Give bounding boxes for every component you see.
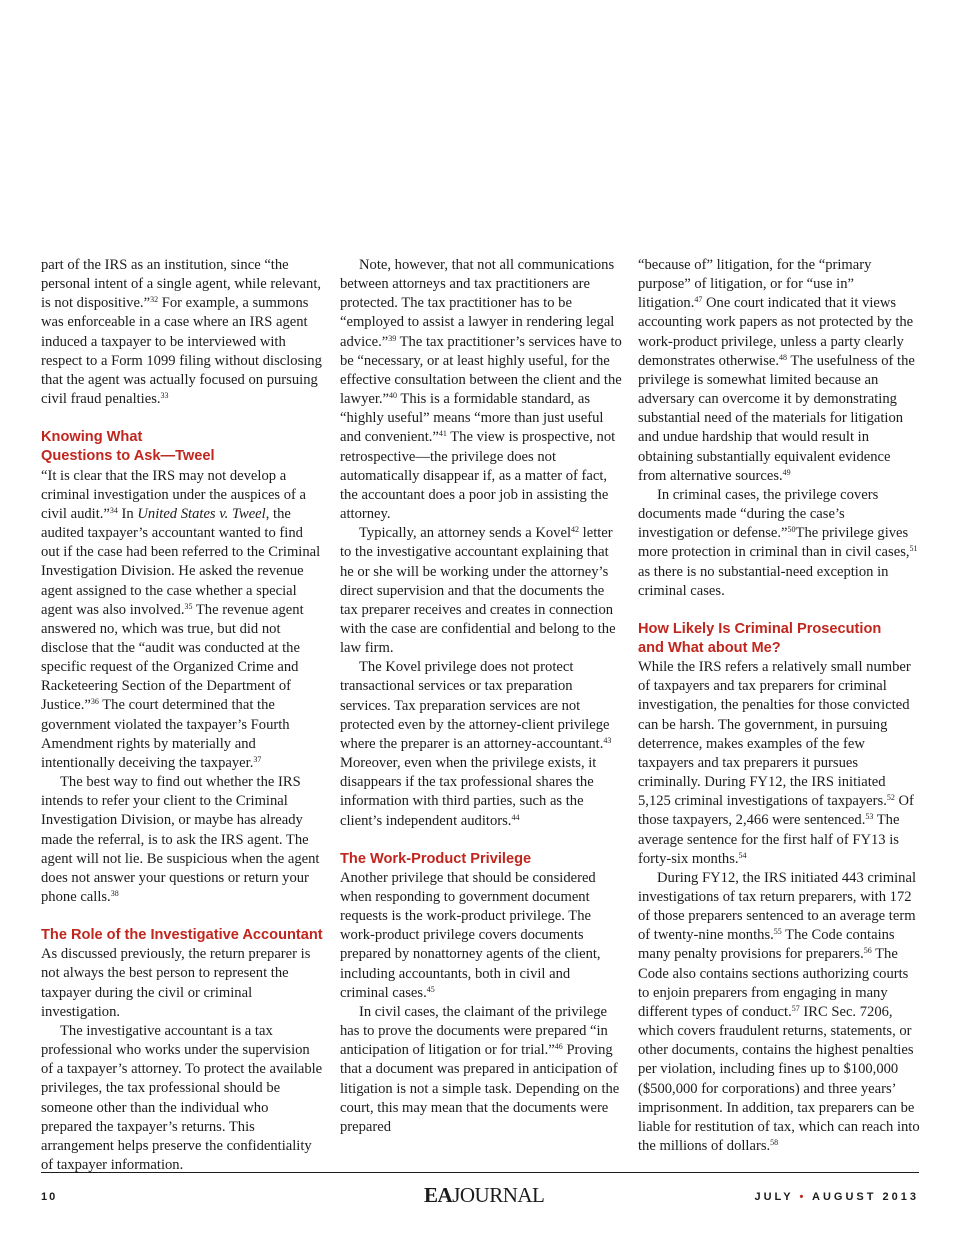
date-separator: • [799, 1191, 807, 1203]
paragraph: The Kovel privilege does not protect transactional services or tax preparation services. Tax preparation services are not protected even by the attorney-client privilege where the preparer is an attorney-accountant.$^{43}$ Moreover, even when the privilege exists, it disappears if the tax professional shares the information with third parties, such as the client’s independent auditors.$^{44}$ [340, 659, 612, 829]
paragraph: Typically, an attorney sends a Kovel$^{42}$ letter to the investigative accountant explaining that he or she will be working under the attorney’s direct supervision and that the documents the tax preparer receives and creates in connection with the case are confidential and belong to the law firm. [340, 525, 616, 657]
footnote-ref: 46 [554, 1042, 563, 1052]
paragraph: As discussed previously, the return preparer is not always the best person to represent the taxpayer during the civil or criminal investigation. [41, 946, 311, 1020]
paragraph: During FY12, the IRS initiated 443 criminal investigations of tax return preparers, with 172 of those preparers sentenced to an average term of twenty-nine months.$^{55}$ The Code contains many penalty provisions for preparers.$^{56}$ The Code also contains sections authorizing courts to enjoin preparers from engaging in many different types of conduct.$^{57}$ IRC Sec. 7206, which covers fraudulent returns, statements, or other documents, contains the highest penalties per violation, including fines up to $100,000 ($500,000 for corporations) and three years’ imprisonment. In addition, tax preparers can be liable for restitution of tax, which can reach into the millions of dollars.$^{58}$ [638, 869, 920, 1155]
footnote-ref: 40 [389, 391, 398, 401]
paragraph: Another privilege that should be considered when responding to government document requests is the work-product privilege. The work-product privilege covers documents prepared by nonattorney agents of the client, including accountants, both in civil and criminal cases.$^{45}$ [340, 869, 601, 1001]
footnote-ref: 49 [782, 467, 791, 477]
paragraph: While the IRS refers a relatively small number of taxpayers and tax preparers for criminal investigation, the penalties for those convicted can be harsh. The government, in pursuing deterrence, makes examples of the few taxpayers and tax preparers it pursues criminally. During FY12, the IRS initiated 5,125 criminal investigations of taxpayers.$^{52}$ Of those taxpayers, 2,466 were sentenced.$^{53}$ The average sentence for the first half of FY13 is forty-six months.$^{54}$ [638, 659, 914, 867]
footnote-ref: 36 [90, 697, 99, 707]
paragraph: Note, however, that not all communications between attorneys and tax practitioners are protected. The tax practitioner has to be “employed to assist a lawyer in rendering legal advice.”$^{39}$ The tax practitioner’s services have to be “necessary, or at least highly useful, for the effective consultation between the client and the lawyer.”$^{40}$ This is a formidable standard, as “highly useful” means “more than just useful and convenient.”$^{41}$ The view is prospective, not retrospective—the privilege does not automatically disappear if, as a matter of fact, the accountant does a poor job in assisting the attorney. [340, 257, 622, 523]
footnote-ref: 55 [773, 927, 782, 937]
paragraph: The best way to find out whether the IRS intends to refer your client to the Criminal Investigation Division, or maybe has already made the referral, is to ask the IRS agent. The agent will not lie. Be suspicious when the agent does not answer your questions or return your phone calls.$^{38}$ [41, 774, 320, 905]
section-heading: The Role of the Investigative Accountant [41, 927, 323, 944]
paragraph: The investigative accountant is a tax professional who works under the supervision of a taxpayer’s attorney. To protect the available privileges, the tax professional should be someone other than the individual who prepared the taxpayer’s returns. This arrangement helps preserve the confidentiality of taxpayer information. [41, 1022, 323, 1174]
issue-date [755, 1191, 920, 1203]
ea-journal-logo [424, 1183, 544, 1208]
footnote-ref: 54 [738, 850, 747, 860]
paragraph: In civil cases, the claimant of the privilege has to prove the documents were prepared “in anticipation of litigation or for trial.”$^{46}$ Proving that a document was prepared in anticipation of litigation is not a simple task. Depending on the court, this may mean that the documents were prepared [340, 1003, 620, 1135]
footnote-ref: 48 [779, 352, 788, 362]
footnote-ref: 38 [110, 889, 119, 898]
footnote-ref: 57 [791, 1003, 800, 1013]
footnote-ref: 58 [770, 1138, 779, 1148]
footnote-ref: 45 [426, 984, 435, 994]
footnote-ref: 47 [694, 295, 703, 305]
footnote-ref: 43 [603, 735, 612, 745]
footnote-ref: 41 [438, 429, 447, 439]
issue-month-2: AUGUST [812, 1191, 877, 1203]
footnote-ref: 44 [511, 812, 520, 822]
footnote-ref: 56 [863, 946, 872, 956]
case-name: United States v. Tweel [137, 505, 266, 522]
article-column-2 [340, 256, 622, 1137]
article-column-1 [41, 256, 323, 1175]
footnote-ref: 35 [184, 601, 193, 611]
issue-month-1: JULY [754, 1191, 794, 1203]
footnote-ref: 32 [150, 295, 159, 305]
logo-ea: EA [424, 1183, 453, 1207]
paragraph: In criminal cases, the privilege covers documents made “during the case’s investigation or defense.”$^{50}$The privilege gives more protection in criminal than in civil cases,$^{51}$ as there is no substantial-need exception in criminal cases. [638, 486, 918, 599]
logo-journal: JOURNAL [452, 1183, 545, 1207]
footer-divider [41, 1172, 919, 1173]
footnote-ref: 37 [253, 754, 262, 764]
footnote-ref: 51 [909, 544, 918, 554]
footnote-ref: 53 [865, 812, 874, 822]
footnote-ref: 34 [109, 505, 118, 515]
footnote-ref: 42 [571, 525, 580, 535]
paragraph: part of the IRS as an institution, since “the personal intent of a single agent, while relevant, is not dispositive.”$^{32}$ For example, a summons was enforceable in a case where an IRS agent induced a taxpayer to be interviewed with respect to a Form 1099 filing without disclosing that the agent was actually focused on pursuing civil fraud penalties.$^{33}$ [41, 257, 322, 408]
article-column-3 [638, 256, 920, 1156]
paragraph: “because of” litigation, for the “primary purpose” of litigation, or for “use in” litigation.$^{47}$ One court indicated that it views accounting work papers as not protected by the work-product privilege, unless a party clearly demonstrates otherwise.$^{48}$ The usefulness of the privilege is somewhat limited because an adversary can overcome it by demonstrating substantial need of the materials for litigation and undue hardship that would result in obtaining substantially equivalent evidence from alternative sources.$^{49}$ [638, 257, 915, 484]
page-number: 10 [41, 1191, 58, 1203]
footnote-ref: 50 [787, 525, 796, 535]
footnote-ref: 39 [388, 333, 397, 343]
section-heading: The Work-Product Privilege [340, 850, 532, 867]
footnote-ref: 33 [160, 391, 169, 401]
section-heading: Knowing What Questions to Ask—Tweel [41, 429, 215, 465]
section-heading: How Likely Is Criminal Prosecution and What about Me? [638, 620, 882, 656]
paragraph: “It is clear that the IRS may not develop a criminal investigation under the auspices of a civil audit.”$^{34}$ In United States v. Tweel, the audited taxpayer’s accountant wanted to find out if the case had been referred to the Criminal Investigation Division. He asked the revenue agent assigned to the case whether a special agent was also involved.$^{35}$ The revenue agent answered no, which was true, but did not disclose that the “audit was conducted at the specific request of the Organized Crime and Racketeering Section of the Department of Justice.”$^{36}$ The court determined that the government violated the taxpayer’s Fourth Amendment rights by materially and intentionally deceiving the taxpayer.$^{37}$ [41, 467, 321, 771]
footnote-ref: 52 [886, 793, 895, 803]
issue-year: 2013 [882, 1191, 919, 1203]
